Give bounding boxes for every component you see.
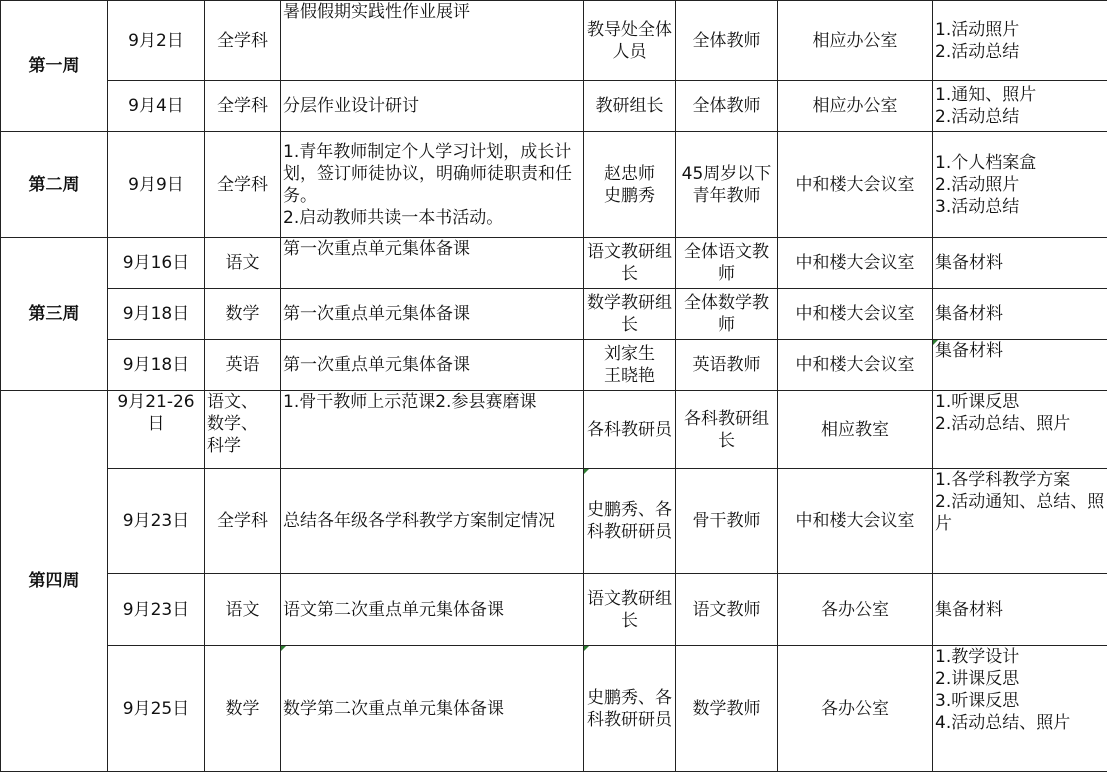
date-cell: 9月9日 (108, 132, 205, 238)
subject-cell: 全学科 (205, 81, 281, 132)
table-row (1, 289, 1107, 340)
materials-cell (933, 132, 1107, 238)
subject-cell: 数学 (205, 289, 281, 340)
materials-cell: 集备材料 (933, 574, 1107, 646)
materials-cell (933, 391, 1107, 469)
lead-cell (584, 132, 676, 238)
participants-cell: 骨干教师 (676, 469, 778, 574)
material-item: 2.活动总结 (935, 41, 1020, 62)
table-row (1, 469, 1107, 574)
week-label: 第四周 (1, 391, 108, 772)
material-item: 1.活动照片 (935, 19, 1020, 40)
table-row (1, 340, 1107, 391)
date-cell: 9月2日 (108, 1, 205, 81)
lead-cell: 教导处全体人员 (584, 1, 676, 81)
subject-cell (205, 391, 281, 469)
content-cell: 数学第二次重点单元集体备课 (281, 646, 584, 772)
table-row (1, 238, 1107, 289)
participants-cell: 各科教研组长 (676, 391, 778, 469)
date-cell: 9月18日 (108, 340, 205, 391)
lead-cell (584, 340, 676, 391)
participants-cell: 全体数学教师 (676, 289, 778, 340)
participants-cell: 数学教师 (676, 646, 778, 772)
subject-cell: 语文 (205, 238, 281, 289)
location-cell: 中和楼大会议室 (778, 132, 933, 238)
participants-cell: 全体语文教师 (676, 238, 778, 289)
materials-cell: 集备材料 (933, 289, 1107, 340)
lead-name: 王晓艳 (604, 366, 655, 386)
location-cell: 中和楼大会议室 (778, 340, 933, 391)
table-row (1, 574, 1107, 646)
material-item: 2.活动总结、照片 (935, 414, 1071, 434)
subject-line: 语文、 (207, 392, 258, 412)
content-cell: 第一次重点单元集体备课 (281, 340, 584, 391)
subject-cell: 英语 (205, 340, 281, 391)
material-item: 1.各学科教学方案 (935, 470, 1071, 490)
material-item: 4.活动总结、照片 (935, 713, 1071, 733)
lead-cell: 语文教研组长 (584, 574, 676, 646)
location-cell: 各办公室 (778, 646, 933, 772)
content-cell: 第一次重点单元集体备课 (281, 289, 584, 340)
lead-cell: 各科教研员 (584, 391, 676, 469)
content-cell (281, 132, 584, 238)
date-cell: 9月16日 (108, 238, 205, 289)
content-cell: 语文第二次重点单元集体备课 (281, 574, 584, 646)
material-item: 3.活动总结 (935, 196, 1020, 217)
materials-cell: 集备材料 (933, 238, 1107, 289)
location-cell: 中和楼大会议室 (778, 238, 933, 289)
content-cell: 分层作业设计研讨 (281, 81, 584, 132)
content-line: 1.青年教师制定个人学习计划，成长计划，签订师徒协议，明确师徒职责和任务。 (283, 141, 572, 206)
content-cell: 暑假假期实践性作业展评 (281, 1, 584, 81)
table-row (1, 1, 1107, 81)
content-line: 2.启动教师共读一本书活动。 (283, 207, 504, 228)
week-label: 第二周 (1, 132, 108, 238)
content-cell: 1.骨干教师上示范课2.参县赛磨课 (281, 391, 584, 469)
participants-cell: 英语教师 (676, 340, 778, 391)
material-item: 2.活动通知、总结、照片 (935, 492, 1105, 534)
week-label: 第三周 (1, 238, 108, 391)
lead-name: 史鹏秀 (604, 185, 655, 206)
lead-name: 刘家生 (604, 344, 655, 364)
lead-cell: 史鹏秀、各科教研研员 (584, 469, 676, 574)
materials-cell (933, 469, 1107, 574)
materials-cell (933, 81, 1107, 132)
location-cell: 相应教室 (778, 391, 933, 469)
location-cell: 中和楼大会议室 (778, 289, 933, 340)
table-row (1, 391, 1107, 469)
subject-cell: 全学科 (205, 469, 281, 574)
subject-cell: 语文 (205, 574, 281, 646)
content-cell: 总结各年级各学科教学方案制定情况 (281, 469, 584, 574)
participants-cell: 语文教师 (676, 574, 778, 646)
subject-line: 数学、 (207, 414, 258, 434)
subject-cell: 全学科 (205, 132, 281, 238)
material-item: 1.通知、照片 (935, 85, 1037, 105)
location-cell: 中和楼大会议室 (778, 469, 933, 574)
materials-cell (933, 1, 1107, 81)
week-label: 第一周 (1, 1, 108, 132)
date-cell: 9月18日 (108, 289, 205, 340)
material-item: 1.个人档案盒 (935, 152, 1037, 173)
lead-cell: 教研组长 (584, 81, 676, 132)
lead-cell: 史鹏秀、各科教研研员 (584, 646, 676, 772)
materials-cell: 集备材料 (933, 340, 1107, 391)
material-item: 1.教学设计 (935, 647, 1020, 667)
date-cell: 9月23日 (108, 469, 205, 574)
location-cell: 各办公室 (778, 574, 933, 646)
date-cell: 9月4日 (108, 81, 205, 132)
subject-line: 科学 (207, 436, 241, 456)
lead-cell: 数学教研组长 (584, 289, 676, 340)
material-item: 2.讲课反思 (935, 669, 1020, 689)
subject-cell: 数学 (205, 646, 281, 772)
table-row (1, 81, 1107, 132)
location-cell: 相应办公室 (778, 1, 933, 81)
date-cell: 9月23日 (108, 574, 205, 646)
subject-cell: 全学科 (205, 1, 281, 81)
participants-cell: 全体教师 (676, 81, 778, 132)
location-cell: 相应办公室 (778, 81, 933, 132)
table-row (1, 132, 1107, 238)
material-item: 2.活动照片 (935, 174, 1020, 195)
date-cell: 9月21-26日 (108, 391, 205, 469)
participants-cell: 45周岁以下青年教师 (676, 132, 778, 238)
materials-cell (933, 646, 1107, 772)
material-item: 3.听课反思 (935, 691, 1020, 711)
date-cell: 9月25日 (108, 646, 205, 772)
material-item: 2.活动总结 (935, 107, 1020, 127)
participants-cell: 全体教师 (676, 1, 778, 81)
material-item: 1.听课反思 (935, 392, 1020, 412)
lead-name: 赵忠师 (604, 163, 655, 184)
table-row (1, 646, 1107, 772)
content-cell: 第一次重点单元集体备课 (281, 238, 584, 289)
lead-cell: 语文教研组长 (584, 238, 676, 289)
